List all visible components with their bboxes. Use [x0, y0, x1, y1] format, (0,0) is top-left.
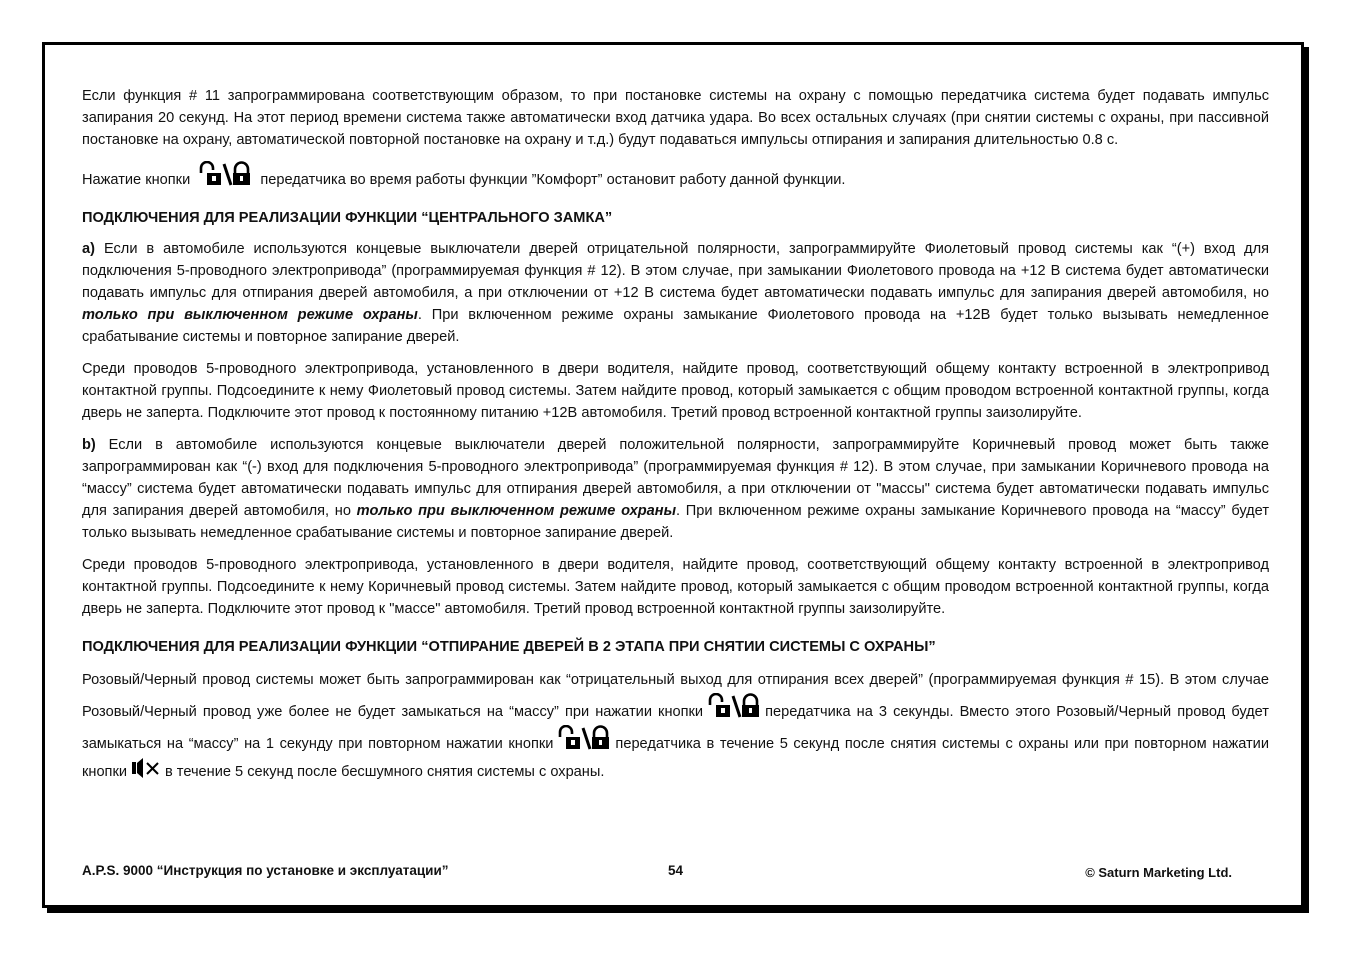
- section-heading-two-stage-unlock: ПОДКЛЮЧЕНИЯ ДЛЯ РЕАЛИЗАЦИИ ФУНКЦИИ “ОТПИРАНИЕ ДВЕРЕЙ В 2 ЭТАПА ПРИ СНЯТИИ СИСТЕМЫ С ОХРАНЫ”: [82, 639, 936, 655]
- comfort-text-after: передатчика во время работы функции ”Комфорт” остановит работу данной функции.: [260, 172, 846, 188]
- lock-unlock-icon: [707, 693, 761, 719]
- page-content: [82, 85, 1269, 795]
- paragraph-function-11: Если функция # 11 запрограммирована соответствующим образом, то при постановке системы на охрану с помощью передатчика система будет подавать импульс запирания 20 секунд. На этот период времени система также автоматически вход датчика удара. Во всех остальных случаях (при снятии системы с охраны, при пассивной постановке на охрану, автоматической повторной постановке на охрану и т.д.) будут подаваться импульсы отпирания и запирания длительностью 0.8 с.: [82, 88, 1269, 148]
- paragraph-b-text-1: Если в автомобиле используются концевые выключатели дверей положительной полярности, запрограммируйте Коричневый провод может быть также запрограммирован как “(-) вход для подключения 5-проводного электропривода” (программируемая функция # 12). В этом случае, при замыкании Коричневого провода на “массу” система будет автоматически подавать импульс для отпирания дверей автомобиля, а при отключении от "массы" система будет автоматически подавать импульс для запирания дверей автомобиля, но: [82, 437, 1269, 519]
- two-stage-text-1: Розовый/Черный провод системы может быть запрограммирован как “отрицательный выход для отпирания всех дверей” (программируемая функция # 15). В этом случае Розовый/Черный провод уже более не будет замыкаться на “массу” при нажатии кнопки: [82, 672, 1269, 720]
- paragraph-a-emphasis: только при выключенном режиме охраны: [82, 307, 418, 323]
- two-stage-text-4: в течение 5 секунд после бесшумного снятия системы с охраны.: [165, 764, 605, 780]
- paragraph-b-text-2: . При включенном режиме охраны замыкание Коричневого провода на “массу” будет только вызывать немедленное срабатывание системы и повторное запирание дверей.: [82, 503, 1270, 541]
- two-stage-text-2: передатчика на 3 секунды. Вместо этого Розовый/Черный провод будет замыкаться на “массу” на 1 секунду при повторном нажатии кнопки: [82, 704, 1269, 752]
- paragraph-b-wiring: Среди проводов 5-проводного электропривода, установленного в двери водителя, найдите провод, соответствующий общему контакту встроенной в электропривод контактной группы. Подсоедините к нему Коричневый провод системы. Затем найдите провод, который замыкается с общим проводом встроенной контактной группы, когда дверь не заперта. Подключите этот провод к "массе" автомобиля. Третий провод встроенной контактной группы заизолируйте.: [82, 557, 1269, 617]
- item-label-a: a): [82, 241, 95, 257]
- page-frame: [42, 42, 1304, 908]
- paragraph-a-wiring: Среди проводов 5-проводного электропривода, установленного в двери водителя, найдите провод, соответствующий общему контакту встроенной в электропривод контактной группы. Подсоедините к нему Фиолетовый провод системы. Затем найдите провод, который замыкается с общим проводом встроенной контактной группы, когда дверь не заперта. Подключите этот провод к постоянному питанию +12В автомобиля. Третий провод встроенной контактной группы заизолируйте.: [82, 361, 1269, 421]
- paragraph-b: [82, 434, 1269, 544]
- comfort-text-before: Нажатие кнопки: [82, 172, 191, 188]
- paragraph-two-stage: [82, 667, 1269, 785]
- paragraph-a-text-1: Если в автомобиле используются концевые выключатели дверей отрицательной полярности, запрограммируйте Фиолетовый провод системы как “(+) вход для подключения 5-проводного электропривода” (программируемая функция # 12). В этом случае, при замыкании Фиолетового провода на +12 В система будет автоматически подавать импульс для отпирания дверей автомобиля, а при отключении от +12 В система будет автоматически подавать импульс для запирания дверей автомобиля, но: [82, 241, 1269, 301]
- page-number: 54: [668, 863, 684, 878]
- lock-unlock-icon: [198, 161, 252, 187]
- footer-copyright: © Saturn Marketing Ltd.: [1085, 865, 1232, 880]
- paragraph-a: [82, 238, 1269, 348]
- two-stage-text-3: передатчика в течение 5 секунд после снятия системы с охраны или при повторном нажатии кнопки: [82, 736, 1269, 780]
- mute-icon: [131, 757, 161, 779]
- footer-title: A.P.S. 9000 “Инструкция по установке и эксплуатации”: [82, 863, 449, 878]
- paragraph-comfort: [82, 161, 1269, 191]
- item-label-b: b): [82, 437, 96, 453]
- lock-unlock-icon: [557, 725, 611, 751]
- paragraph-a-text-2: . При включенном режиме охраны замыкание Фиолетового провода на +12В будет только вызывать немедленное срабатывание системы и повторное запирание дверей.: [82, 307, 1269, 345]
- paragraph-b-emphasis: только при выключенном режиме охраны: [356, 503, 677, 519]
- section-heading-central-lock: ПОДКЛЮЧЕНИЯ ДЛЯ РЕАЛИЗАЦИИ ФУНКЦИИ “ЦЕНТРАЛЬНОГО ЗАМКА”: [82, 210, 613, 226]
